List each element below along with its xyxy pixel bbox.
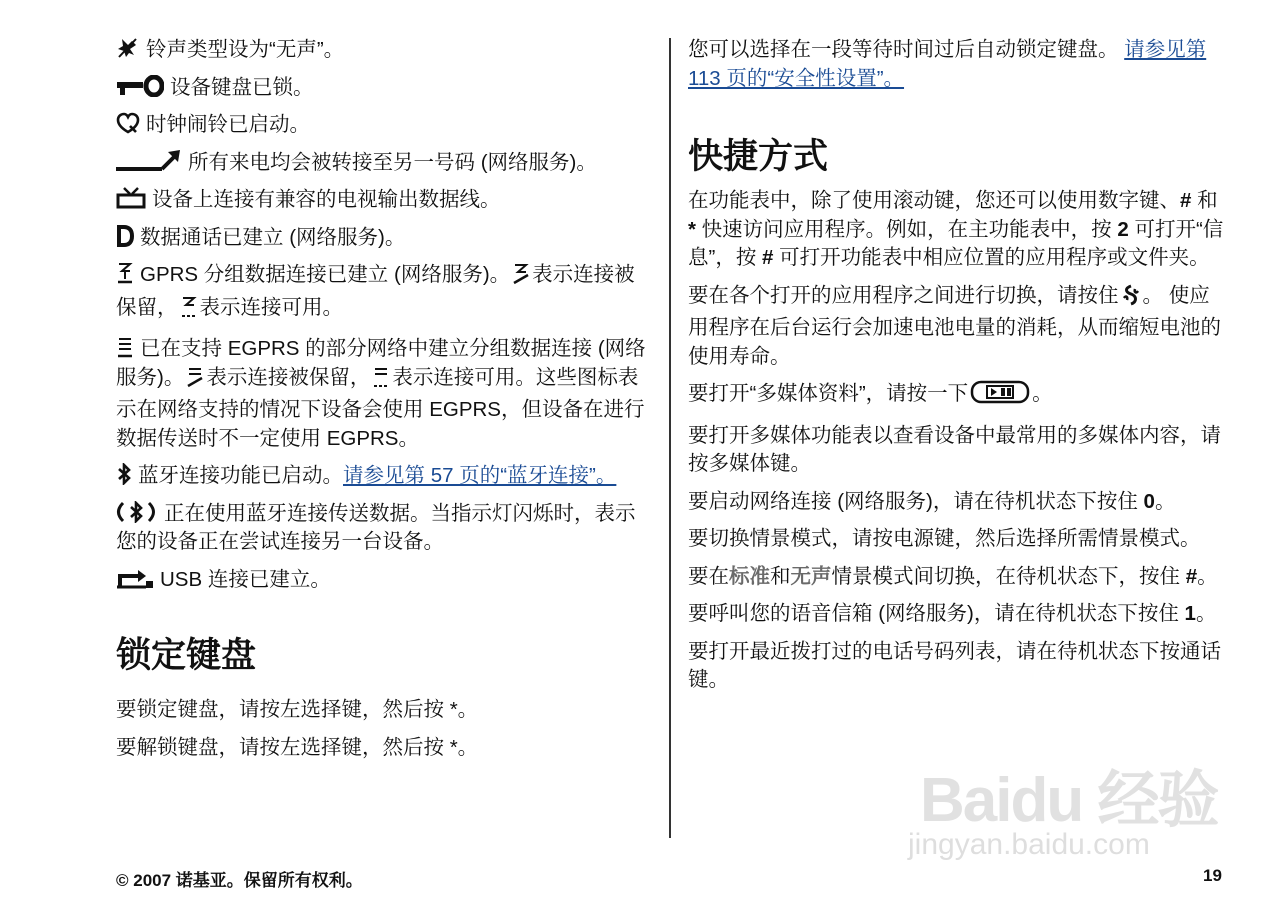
text-span: 情景模式间切换，在待机状态下，按住 <box>831 564 1186 588</box>
indicator-alarm-text: 时钟闹铃已启动。 <box>146 113 310 136</box>
security-settings-link[interactable]: 请参见第 113 页的“安全性设置”。 <box>688 38 1207 90</box>
shortcut-paragraph-menu <box>688 187 1228 273</box>
text-span: 可打开“信息”，按 <box>688 217 1224 269</box>
watermark-url: jingyan.baidu.com <box>908 828 1150 861</box>
call-divert-icon <box>116 150 182 172</box>
egprs-available-icon <box>372 366 390 397</box>
bluetooth-link[interactable]: 请参见第 57 页的“蓝牙连接”。 <box>343 464 617 487</box>
gprs-available-icon <box>180 296 198 327</box>
text-span: 要呼叫您的语音信箱 (网络服务)，请在待机状态下按住 <box>688 602 1185 625</box>
gprs-icon <box>116 262 134 284</box>
right-column <box>688 36 1228 704</box>
shortcut-paragraph-gallery <box>688 380 1228 413</box>
text-span: 要在 <box>688 564 729 588</box>
key-2: 2 <box>1117 217 1129 241</box>
key-hash: # <box>762 246 774 269</box>
profile-general-label: 标准 <box>729 564 770 588</box>
egprs-text-a: 已在支持 EGPRS 的部分网络中建立分组数据连接 (网络服务)。 <box>116 337 646 389</box>
baidu-watermark <box>900 720 1230 890</box>
column-divider <box>669 38 671 838</box>
menu-key-icon <box>1121 284 1141 315</box>
gprs-text-c: 表示连接可用。 <box>199 295 343 319</box>
watermark-logo: Baidu 经验 <box>920 766 1218 835</box>
shortcut-paragraph-voicemail <box>688 600 1228 629</box>
bluetooth-text: 蓝牙连接功能已启动。 <box>138 464 343 487</box>
autolock-paragraph <box>688 36 1228 93</box>
usb-text: USB 连接已建立。 <box>160 567 331 591</box>
copyright-footer: © 2007 诺基亚。保留所有权利。 <box>116 871 363 890</box>
shortcut-paragraph-multimedia: 要打开多媒体功能表以查看设备中最常用的多媒体内容，请按多媒体键。 <box>688 423 1221 475</box>
egprs-icon <box>116 336 134 358</box>
indicator-datacall-text: 数据通话已建立 (网络服务)。 <box>140 225 406 249</box>
egprs-text-b: 表示连接被保留， <box>206 365 371 389</box>
shortcut-paragraph-switch <box>688 282 1228 372</box>
tv-out-icon <box>116 187 146 209</box>
lock-paragraph: 要锁定键盘，请按左选择键，然后按 *。 <box>116 698 479 721</box>
indicator-gprs <box>116 261 650 326</box>
egprs-held-icon <box>186 366 204 397</box>
profile-silent-label: 无声 <box>790 564 832 588</box>
indicator-usb <box>116 566 650 595</box>
indicator-silent <box>116 36 650 65</box>
key-1: 1 <box>1184 602 1196 625</box>
egprs-text-c: 表示连接可用。这些图标表示在网络支持的情况下设备会使用 EGPRS，但设备在进行数据传送时不一定使用 EGPRS。 <box>116 365 645 450</box>
autolock-text: 您可以选择在一段等待时间过后自动锁定键盘。 <box>688 38 1119 61</box>
indicator-datacall <box>116 224 650 253</box>
gallery-key-icon <box>970 380 1030 413</box>
key-hash: # <box>1185 564 1198 588</box>
text-span: 。 使应用程序在后台运行会加速电池电量的消耗，从而缩短电池的使用寿命。 <box>688 283 1221 368</box>
indicator-bluetooth <box>116 462 650 491</box>
unlock-paragraph: 要解锁键盘，请按左选择键，然后按 *。 <box>116 735 479 759</box>
indicator-bt-transfer <box>116 500 650 557</box>
shortcuts-heading: 快捷方式 <box>688 137 829 176</box>
text-span: 要启动网络连接 (网络服务)，请在待机状态下按住 <box>688 489 1144 513</box>
indicator-keylock-text: 设备键盘已锁。 <box>170 75 314 99</box>
left-column <box>116 36 650 771</box>
gprs-text-a: GPRS 分组数据连接已建立 (网络服务)。 <box>140 263 511 286</box>
shortcut-paragraph-network <box>688 488 1228 517</box>
key-0: 0 <box>1143 489 1155 513</box>
shortcut-paragraph-recent-calls: 要打开最近拨打过的电话号码列表，请在待机状态下按通话键。 <box>688 639 1221 691</box>
indicator-keylock <box>116 74 650 103</box>
text-span: 要在各个打开的应用程序之间进行切换，请按住 <box>688 283 1119 307</box>
indicator-silent-text: 铃声类型设为“无声”。 <box>146 38 345 61</box>
text-span: 要打开“多媒体资料”，请按一下 <box>688 382 969 405</box>
alarm-clock-icon <box>116 112 140 134</box>
indicator-divert <box>116 149 650 178</box>
indicator-alarm <box>116 111 650 140</box>
page-number: 19 <box>1203 866 1222 885</box>
text-span: 。 <box>1154 489 1176 513</box>
key-lock-icon <box>116 75 164 97</box>
shortcut-paragraph-silent-toggle <box>688 563 1228 592</box>
bluetooth-icon <box>116 463 132 485</box>
text-span: 。 <box>1032 382 1053 405</box>
usb-icon <box>116 567 154 589</box>
lock-keypad-heading: 锁定键盘 <box>116 636 257 675</box>
silent-ring-icon <box>116 37 140 59</box>
text-span: 。 <box>1195 602 1217 625</box>
text-span: 在功能表中，除了使用滚动键，您还可以使用数字键、 <box>688 189 1180 212</box>
gprs-text-b: 表示连接被保留， <box>116 263 635 319</box>
text-span: 。 <box>1197 564 1218 588</box>
text-span: 可打开功能表中相应位置的应用程序或文件夹。 <box>773 246 1210 269</box>
shortcut-paragraph-profile: 要切换情景模式，请按电源键，然后选择所需情景模式。 <box>688 527 1201 550</box>
key-star: * <box>688 217 696 241</box>
indicator-tvout-text: 设备上连接有兼容的电视输出数据线。 <box>152 188 501 211</box>
text-span: 和 <box>1191 189 1218 212</box>
bluetooth-transfer-icon <box>116 501 158 523</box>
text-span: 和 <box>770 564 791 588</box>
indicator-egprs <box>116 335 650 453</box>
key-hash: # <box>1180 189 1192 212</box>
data-call-icon <box>116 225 134 247</box>
text-span: 快速访问应用程序。例如，在主功能表中，按 <box>695 217 1118 241</box>
indicator-tvout <box>116 186 650 215</box>
bt-transfer-text: 正在使用蓝牙连接传送数据。当指示灯闪烁时，表示您的设备正在尝试连接另一台设备。 <box>116 501 636 553</box>
indicator-divert-text: 所有来电均会被转接至另一号码 (网络服务)。 <box>188 150 597 174</box>
gprs-held-icon <box>512 263 530 294</box>
